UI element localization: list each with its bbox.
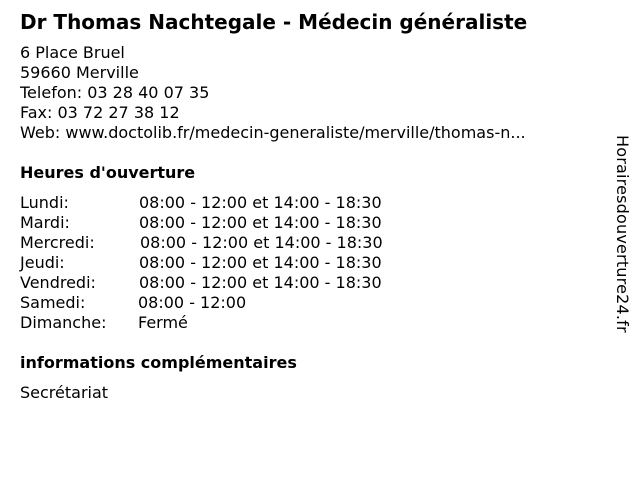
fax-number: Fax: 03 72 27 38 12 — [20, 103, 180, 122]
day-label: Mercredi: — [20, 233, 95, 252]
website-link: Web: www.doctolib.fr/medecin-generaliste/merville/thomas-n... — [20, 123, 526, 142]
hours-value: 08:00 - 12:00 et 14:00 - 18:30 — [139, 213, 382, 232]
hours-row-saturday — [20, 293, 383, 313]
watermark-text: Horairesdouverture24.fr — [613, 135, 632, 333]
day-label: Lundi: — [20, 193, 69, 212]
hours-value: 08:00 - 12:00 et 14:00 - 18:30 — [139, 253, 382, 272]
hours-value: 08:00 - 12:00 et 14:00 - 18:30 — [139, 273, 382, 292]
opening-hours-table — [20, 193, 383, 333]
additional-info-text: Secrétariat — [20, 383, 109, 402]
hours-value: 08:00 - 12:00 — [138, 293, 247, 312]
hours-value: 08:00 - 12:00 et 14:00 - 18:30 — [140, 233, 383, 252]
page-title: Dr Thomas Nachtegale - Médecin généraliste — [20, 10, 528, 34]
hours-row-monday — [20, 193, 383, 213]
contact-info — [20, 43, 526, 143]
phone-number: Telefon: 03 28 40 07 35 — [20, 83, 210, 102]
day-label: Mardi: — [20, 213, 70, 232]
hours-row-tuesday — [20, 213, 383, 233]
hours-value: Fermé — [138, 313, 188, 332]
street-address: 6 Place Bruel — [20, 43, 125, 62]
city-postcode: 59660 Merville — [20, 63, 139, 82]
day-label: Jeudi: — [20, 253, 65, 272]
hours-row-friday — [20, 273, 383, 293]
site-watermark — [612, 135, 632, 367]
additional-info-heading: informations complémentaires — [20, 353, 297, 372]
hours-row-thursday — [20, 253, 383, 273]
day-label: Vendredi: — [20, 273, 96, 292]
hours-row-wednesday — [20, 233, 383, 253]
hours-value: 08:00 - 12:00 et 14:00 - 18:30 — [139, 193, 382, 212]
day-label: Samedi: — [20, 293, 86, 312]
opening-hours-heading: Heures d'ouverture — [20, 163, 196, 182]
hours-row-sunday — [20, 313, 383, 333]
day-label: Dimanche: — [20, 313, 107, 332]
